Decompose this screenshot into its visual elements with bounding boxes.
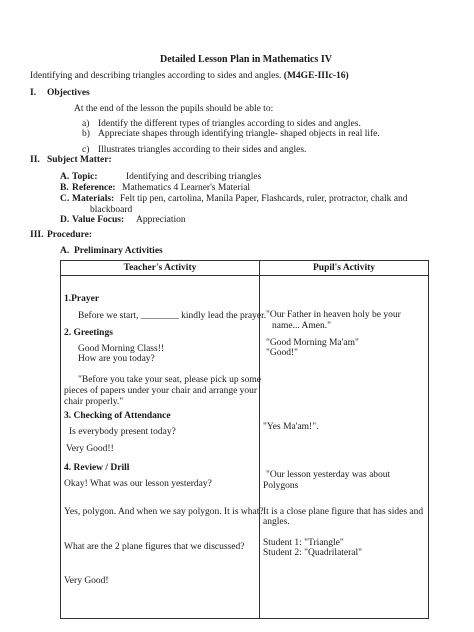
table-row — [61, 276, 429, 619]
prayer-response: name... Amen." — [272, 321, 332, 331]
pupil-activity-header: Pupil's Activity — [260, 261, 429, 276]
intro-line — [30, 70, 349, 82]
review-praise: Very Good! — [64, 576, 109, 586]
attendance-heading: 3. Checking of Attendance — [64, 411, 171, 421]
table-header-row — [61, 261, 429, 276]
subject-value: Mathematics 4 Learner's Material — [122, 183, 251, 193]
student-answer: Student 2: "Quadrilateral" — [263, 548, 363, 558]
attendance-question: Is everybody present today? — [69, 427, 176, 437]
objective-marker: b) — [82, 129, 90, 139]
teacher-activity-cell — [61, 276, 267, 619]
preliminary-title: Preliminary Activities — [74, 246, 163, 256]
pupil-activity-cell — [260, 276, 429, 619]
seat-instruction-line: chair properly." — [64, 397, 124, 407]
subject-label: Topic: — [72, 172, 98, 182]
objective-text: Appreciate shapes through identifying triangle- shaped objects in real life. — [98, 129, 380, 139]
subject-marker: B. — [60, 183, 69, 193]
review-question: Okay! What was our lesson yesterday? — [64, 479, 212, 489]
review-question: Yes, polygon. And when we say polygon. It is what? — [64, 507, 264, 517]
objectives-lead: At the end of the lesson the pupils should be able to: — [74, 104, 274, 114]
subject-matter-numeral: II. — [30, 155, 40, 165]
polygon-definition: angles. — [263, 517, 290, 527]
greeting-line: How are you today? — [78, 354, 155, 364]
subject-label: Reference: — [72, 183, 116, 193]
subject-value: Appreciation — [136, 215, 186, 225]
subject-matter-title: Subject Matter: — [47, 155, 112, 165]
prayer-line: Before we start, ________ kindly lead the prayer. — [78, 311, 267, 321]
objective-marker: c) — [82, 145, 90, 155]
lesson-response: Polygons — [263, 481, 299, 491]
polygon-definition: It is a close plane figure that has sides and — [263, 507, 424, 517]
objective-text: Illustrates triangles according to their sides and angles. — [98, 145, 307, 155]
teacher-activity-header: Teacher's Activity — [61, 261, 260, 276]
intro-code: (M4GE-IIIc-16) — [283, 71, 349, 81]
objectives-heading — [30, 87, 90, 99]
subject-marker: A. — [60, 172, 70, 182]
attendance-response: "Yes Ma'am!". — [263, 422, 319, 432]
subject-marker: D. — [60, 215, 70, 225]
document-title: Detailed Lesson Plan in Mathematics IV — [160, 54, 332, 65]
objective-text: Identify the different types of triangles according to sides and angles. — [98, 119, 361, 129]
activity-table — [60, 260, 429, 619]
procedure-numeral: III. — [30, 230, 44, 240]
objectives-numeral: I. — [30, 88, 37, 98]
attendance-praise: Very Good!! — [66, 444, 114, 454]
preliminary-heading — [60, 245, 163, 257]
intro-text: Identifying and describing triangles according to sides and angles. — [30, 71, 282, 81]
subject-item-value-focus — [60, 214, 186, 226]
subject-item-materials — [60, 193, 408, 205]
subject-label: Value Focus: — [72, 215, 125, 225]
review-question: What are the 2 plane figures that we discussed? — [64, 542, 245, 552]
preliminary-marker: A. — [60, 246, 70, 256]
greeting-line: Good Morning Class!! — [78, 344, 165, 354]
subject-materials-line2: blackboard — [90, 205, 133, 215]
seat-instruction-line: "Before you take your seat, please pick up some — [78, 375, 262, 385]
procedure-heading — [30, 229, 93, 241]
lesson-response: "Our lesson yesterday was about — [266, 470, 391, 480]
procedure-title: Procedure: — [47, 230, 93, 240]
objectives-title: Objectives — [47, 88, 90, 98]
greetings-heading: 2. Greetings — [64, 328, 113, 338]
objective-marker: a) — [82, 119, 90, 129]
subject-matter-heading — [30, 154, 112, 166]
subject-value: Identifying and describing triangles — [126, 172, 262, 182]
review-heading: 4. Review / Drill — [64, 463, 130, 473]
greeting-response: "Good!" — [266, 348, 299, 358]
subject-marker: C. — [60, 194, 70, 204]
subject-value: Felt tip pen, cartolina, Manila Paper, Flashcards, ruler, protractor, chalk and — [120, 194, 408, 204]
prayer-response: "Our Father in heaven holy be your — [266, 310, 401, 320]
greeting-response: "Good Morning Ma'am" — [266, 338, 359, 348]
subject-label: Materials: — [72, 194, 115, 204]
prayer-heading: 1.Prayer — [64, 294, 100, 304]
student-answer: Student 1: "Triangle" — [263, 538, 344, 548]
seat-instruction-line: pieces of papers under your chair and arrange your — [64, 386, 258, 396]
objective-item — [82, 128, 380, 140]
